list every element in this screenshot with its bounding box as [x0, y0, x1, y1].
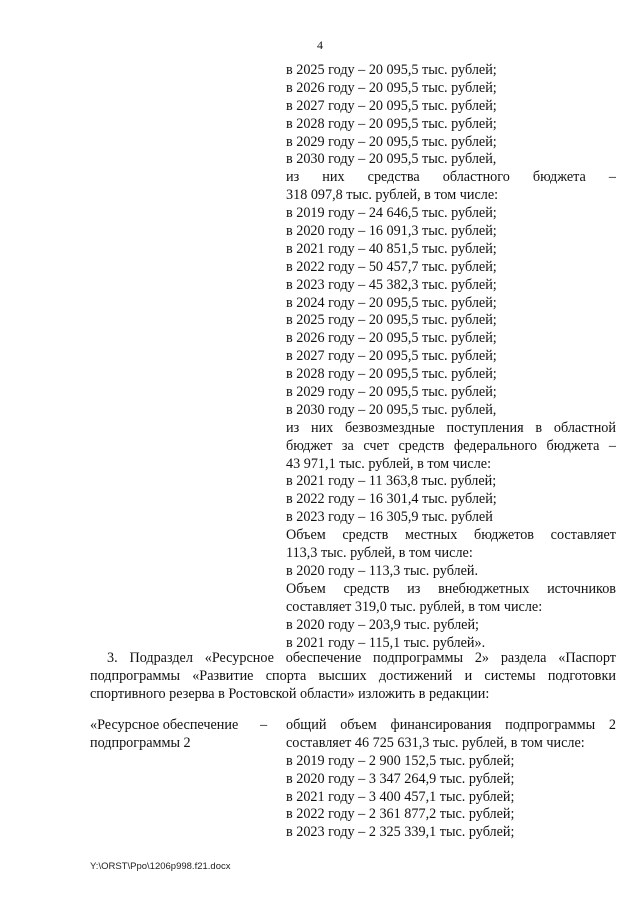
extrabudgetary-year-line: в 2020 году – 203,9 тыс. рублей;	[286, 616, 479, 633]
section-3-line: подпрограммы «Развитие спорта высших достижений и системы подготовки	[90, 667, 616, 684]
federal-year-line: в 2021 году – 11 363,8 тыс. рублей;	[286, 473, 497, 490]
regional-year-line: в 2026 году – 20 095,5 тыс. рублей;	[286, 330, 497, 347]
federal-transfers-intro: из них безвозмездные поступления в областной	[286, 419, 616, 436]
regional-year-line: в 2029 году – 20 095,5 тыс. рублей;	[286, 384, 497, 401]
label-dash: –	[260, 717, 268, 733]
local-year-line: в 2020 году – 113,3 тыс. рублей.	[286, 562, 479, 579]
subprogram-2-year-line: в 2019 году – 2 900 152,5 тыс. рублей;	[286, 752, 515, 769]
subprogram-2-year-line: в 2023 году – 2 325 339,1 тыс. рублей;	[286, 824, 515, 841]
subprogram-2-year-line: в 2022 году – 2 361 877,2 тыс. рублей;	[286, 806, 515, 823]
local-budgets-intro: Объем средств местных бюджетов составляет	[286, 527, 616, 544]
regional-year-line: в 2028 году – 20 095,5 тыс. рублей;	[286, 366, 497, 383]
regional-year-line: в 2019 году – 24 646,5 тыс. рублей;	[286, 205, 497, 222]
regional-year-line: в 2020 году – 16 091,3 тыс. рублей;	[286, 223, 497, 240]
regional-year-line: в 2030 году – 20 095,5 тыс. рублей,	[286, 401, 497, 418]
funding-year-line: в 2027 году – 20 095,5 тыс. рублей;	[286, 97, 497, 114]
regional-year-line: в 2022 году – 50 457,7 тыс. рублей;	[286, 258, 497, 275]
file-path-footer: Y:\ORST\Ppo\1206p998.f21.docx	[90, 861, 231, 872]
extrabudgetary-total: составляет 319,0 тыс. рублей, в том числе:	[286, 598, 543, 615]
subprogram-2-funding-block	[286, 717, 616, 842]
funding-year-line: в 2026 году – 20 095,5 тыс. рублей;	[286, 79, 497, 96]
funding-year-line: в 2028 году – 20 095,5 тыс. рублей;	[286, 115, 497, 132]
subprogram-2-total-intro: общий объем финансирования подпрограммы 2	[286, 717, 616, 733]
subprogram-2-label	[90, 717, 280, 753]
extrabudgetary-year-line: в 2021 году – 115,1 тыс. рублей».	[286, 634, 486, 651]
funding-year-line: в 2025 году – 20 095,5 тыс. рублей;	[286, 62, 497, 78]
section-3-line: 3. Подраздел «Ресурсное обеспечение подпрограммы 2» раздела «Паспорт	[107, 650, 616, 666]
regional-year-line: в 2021 году – 40 851,5 тыс. рублей;	[286, 240, 497, 257]
regional-year-line: в 2023 году – 45 382,3 тыс. рублей;	[286, 276, 497, 293]
funding-year-line: в 2030 году – 20 095,5 тыс. рублей,	[286, 151, 497, 168]
page-number: 4	[317, 38, 323, 52]
regional-budget-intro: из них средства областного бюджета –	[286, 169, 616, 186]
local-budgets-total: 113,3 тыс. рублей, в том числе:	[286, 545, 473, 562]
extrabudgetary-intro: Объем средств из внебюджетных источников	[286, 580, 616, 597]
funding-continuation-block	[286, 62, 616, 652]
subprogram-2-year-line: в 2020 году – 3 347 264,9 тыс. рублей;	[286, 770, 515, 787]
regional-budget-total: 318 097,8 тыс. рублей, в том числе:	[286, 187, 499, 204]
subprogram-2-label-line: подпрограммы 2	[90, 734, 191, 751]
regional-year-line: в 2025 году – 20 095,5 тыс. рублей;	[286, 312, 497, 329]
section-3-paragraph	[90, 650, 616, 704]
regional-year-line: в 2027 году – 20 095,5 тыс. рублей;	[286, 348, 497, 365]
subprogram-2-year-line: в 2021 году – 3 400 457,1 тыс. рублей;	[286, 788, 515, 805]
regional-year-line: в 2024 году – 20 095,5 тыс. рублей;	[286, 294, 497, 311]
subprogram-2-label-line: «Ресурсное обеспечение	[90, 717, 239, 733]
section-3-line: спортивного резерва в Ростовской области» изложить в редакции:	[90, 685, 490, 702]
subprogram-2-total: составляет 46 725 631,3 тыс. рублей, в том числе:	[286, 734, 585, 751]
federal-transfers-intro: бюджет за счет средств федерального бюджета –	[286, 437, 616, 454]
federal-transfers-total: 43 971,1 тыс. рублей, в том числе:	[286, 455, 492, 472]
funding-year-line: в 2029 году – 20 095,5 тыс. рублей;	[286, 133, 497, 150]
federal-year-line: в 2022 году – 16 301,4 тыс. рублей;	[286, 491, 497, 508]
federal-year-line: в 2023 году – 16 305,9 тыс. рублей	[286, 509, 493, 526]
